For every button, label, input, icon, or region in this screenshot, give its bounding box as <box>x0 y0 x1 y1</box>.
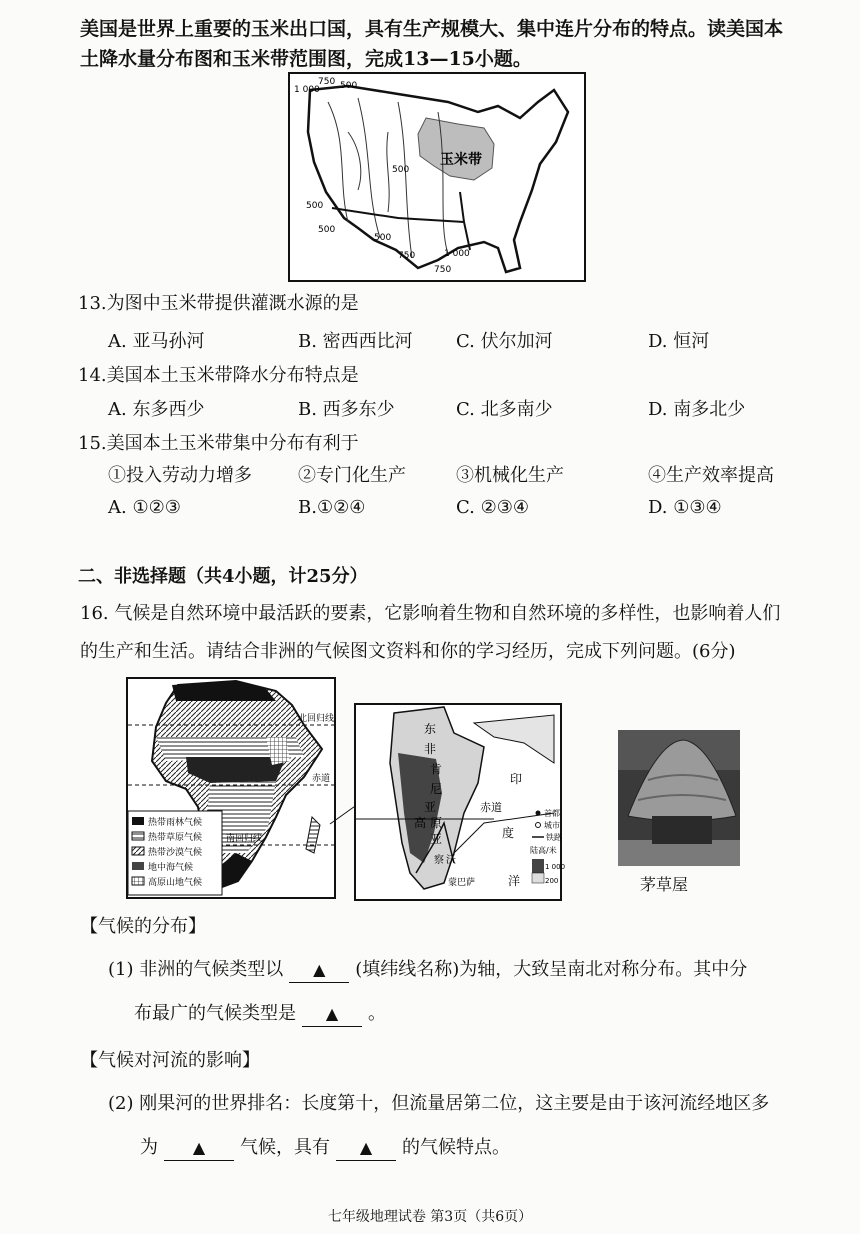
contour-label: 750 <box>318 77 336 87</box>
legend-item: 高原山地气候 <box>148 878 203 888</box>
ocean-label: 洋 <box>508 874 521 888</box>
statement-1: ①投入劳动力增多 <box>108 465 252 486</box>
answer-blank-2[interactable] <box>302 1002 362 1027</box>
map-label: 尼 <box>430 782 443 796</box>
question-13 <box>78 292 359 316</box>
blank-marker: ▲ <box>325 1004 339 1023</box>
thatched-hut-photo <box>618 730 740 866</box>
question-number: 15. <box>78 433 107 454</box>
kenya-map <box>354 703 566 901</box>
map-label: 原 <box>430 816 443 830</box>
legend-item: 铁路 <box>546 833 562 842</box>
legend-item: 陆高/米 <box>530 846 557 855</box>
equator-label: 赤道 <box>480 801 502 814</box>
legend-item: 200 <box>545 877 559 885</box>
legend-item: 1 000 <box>545 863 566 871</box>
option-14-b[interactable]: B. 西多东少 <box>298 399 395 420</box>
question-16-line2: 的生产和生活。请结合非洲的气候图文资料和你的学习经历，完成下列问题。(6分) <box>80 641 736 662</box>
legend-item: 地中海气候 <box>148 863 194 873</box>
option-13-a[interactable]: A. 亚马孙河 <box>108 331 205 352</box>
blank-marker: ▲ <box>359 1138 373 1157</box>
option-15-a[interactable]: A. ①②③ <box>108 497 181 518</box>
map-label: 亚 <box>424 800 437 814</box>
intro-text: 美国是世界上重要的玉米出口国，具有生产规模大、集中连片分布的特点。读美国本土降水量分布图和玉米带范围图，完成13—15小题。 <box>80 18 784 70</box>
option-15-d[interactable]: D. ①③④ <box>648 497 722 518</box>
blank-marker: ▲ <box>192 1138 206 1157</box>
lat-label-tropic-cancer: 北回归线 <box>298 714 335 724</box>
legend-swatch <box>132 862 144 870</box>
sub1-text: (1) 非洲的气候类型以 <box>108 959 284 980</box>
map-label: 察 <box>434 855 444 866</box>
question-14 <box>78 364 359 388</box>
sub1-text: 布最广的气候类型是 <box>134 1003 296 1024</box>
legend-item: 首都 <box>544 809 560 818</box>
map-label: 亚 <box>430 832 443 846</box>
legend-swatch <box>132 847 144 855</box>
statement-3: ③机械化生产 <box>456 465 564 486</box>
sub2-text: 为 <box>140 1137 158 1158</box>
africa-climate-map <box>126 677 336 899</box>
sub2-line2 <box>140 1136 510 1161</box>
lat-label-tropic-capricorn: 南回归线 <box>226 834 263 844</box>
question-stem: 为图中玉米带提供灌溉水源的是 <box>106 293 359 314</box>
contour-label: 500 <box>374 233 392 243</box>
sub1-line2 <box>134 1002 386 1027</box>
question-number: 14. <box>78 365 107 386</box>
ocean-label: 度 <box>502 826 515 840</box>
option-14-d[interactable]: D. 南多北少 <box>648 399 746 420</box>
option-14-a[interactable]: A. 东多西少 <box>108 399 205 420</box>
blank-marker: ▲ <box>313 960 326 979</box>
legend-item: 城市 <box>544 821 560 830</box>
legend-swatch <box>132 877 144 885</box>
contour-label: 500 <box>340 81 358 91</box>
map-label: 肯 <box>430 762 443 776</box>
option-14-c[interactable]: C. 北多南少 <box>456 399 553 420</box>
map-label: 东 <box>424 722 437 736</box>
sub2-line1: (2) 刚果河的世界排名：长度第十，但流量居第二位，这主要是由于该河流经地区多 <box>108 1093 770 1114</box>
corn-belt-label: 玉米带 <box>440 152 482 168</box>
legend-swatch <box>132 817 144 825</box>
option-13-b[interactable]: B. 密西西比河 <box>298 331 413 352</box>
question-15 <box>78 432 359 456</box>
option-13-c[interactable]: C. 伏尔加河 <box>456 331 553 352</box>
statement-4: ④生产效率提高 <box>648 465 774 486</box>
map-label: 沃 <box>446 855 456 866</box>
sub1-text: 。 <box>368 1003 386 1024</box>
answer-blank-3[interactable] <box>164 1136 234 1161</box>
page-footer: 七年级地理试卷 第3页（共6页） <box>327 1209 533 1225</box>
legend-item: 热带沙漠气候 <box>148 848 203 858</box>
legend-item: 热带草原气候 <box>148 833 203 843</box>
sub1-line1 <box>108 958 747 983</box>
sub2-text: 的气候特点。 <box>402 1137 510 1158</box>
map-label: 高 <box>414 816 427 830</box>
contour-label: 500 <box>392 165 410 175</box>
answer-blank-4[interactable] <box>336 1136 396 1161</box>
answer-blank-1[interactable] <box>289 958 349 983</box>
question-stem: 美国本土玉米带降水分布特点是 <box>106 365 359 386</box>
option-15-c[interactable]: C. ②③④ <box>456 497 529 518</box>
legend-item: 热带雨林气候 <box>148 818 203 828</box>
contour-label: 1 000 <box>444 249 470 259</box>
section-heading: 二、非选择题（共4小题，计25分） <box>78 566 368 587</box>
hut-caption: 茅草屋 <box>640 875 689 894</box>
question-number: 13. <box>78 293 107 314</box>
question-stem: 美国本土玉米带集中分布有利于 <box>106 433 359 454</box>
city-label: 蒙巴萨 <box>448 878 476 888</box>
contour-label: 500 <box>318 225 336 235</box>
us-precipitation-map <box>288 72 586 282</box>
contour-label: 1 000 <box>294 85 320 95</box>
contour-label: 500 <box>306 201 324 211</box>
legend-swatch <box>132 832 144 840</box>
contour-label: 750 <box>398 251 416 261</box>
lat-label-equator: 赤道 <box>312 774 331 784</box>
sub2-header: 【气候对河流的影响】 <box>80 1050 260 1071</box>
statement-2: ②专门化生产 <box>298 465 406 486</box>
sub1-header: 【气候的分布】 <box>80 916 206 937</box>
map-label: 非 <box>424 742 437 756</box>
contour-label: 750 <box>434 265 452 275</box>
option-13-d[interactable]: D. 恒河 <box>648 331 710 352</box>
option-15-b[interactable]: B.①②④ <box>298 497 366 518</box>
sub2-text: 气候，具有 <box>240 1137 330 1158</box>
sub1-text: (填纬线名称)为轴，大致呈南北对称分布。其中分 <box>355 959 748 980</box>
question-16-line1: 16. 气候是自然环境中最活跃的要素，它影响着生物和自然环境的多样性，也影响着人们 <box>80 603 781 624</box>
ocean-label: 印 <box>510 772 523 786</box>
